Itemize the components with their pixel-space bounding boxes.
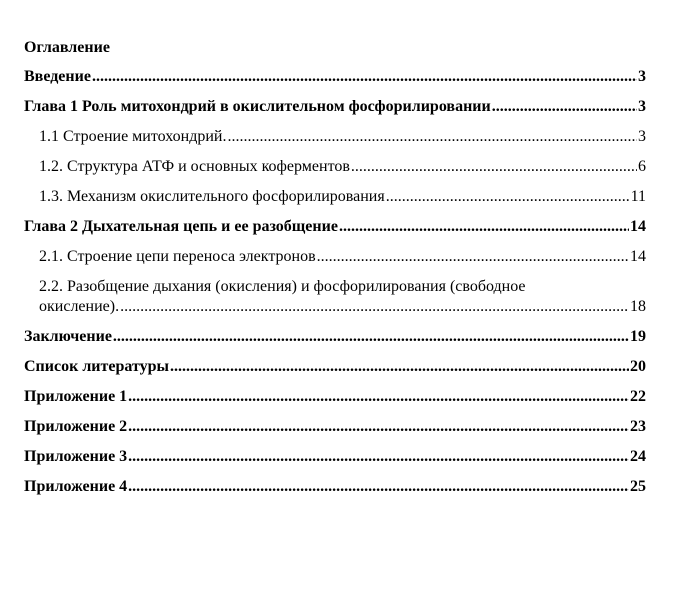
- toc-entry-label: 1.2. Структура АТФ и основных коферментов: [39, 158, 350, 175]
- toc-entry-page: 24: [630, 448, 646, 465]
- toc-entry-label: Приложение 4: [24, 478, 128, 495]
- toc-entry-section-1-2[interactable]: [24, 157, 646, 177]
- toc-entry-second-line: [39, 297, 646, 317]
- dot-leader: [351, 157, 637, 177]
- toc-entry-appendix-3[interactable]: [24, 447, 646, 467]
- toc-entry-label: 2.1. Строение цепи переноса электронов: [39, 248, 316, 265]
- toc-entry-page: 11: [630, 188, 646, 205]
- dot-leader: [128, 447, 629, 467]
- toc-entry-page: 14: [630, 248, 646, 265]
- toc-entry-label-line2: окисление).: [39, 298, 120, 315]
- toc-entry-page: 22: [630, 388, 646, 405]
- toc-entry-page: 23: [630, 418, 646, 435]
- toc-entry-introduction[interactable]: [24, 67, 646, 87]
- toc-entry-appendix-1[interactable]: [24, 387, 646, 407]
- table-of-contents: [24, 38, 646, 507]
- toc-entry-references[interactable]: [24, 357, 646, 377]
- dot-leader: [227, 127, 637, 147]
- dot-leader: [120, 297, 629, 317]
- dot-leader: [170, 357, 629, 377]
- dot-leader: [128, 477, 629, 497]
- toc-entry-label: Глава 2 Дыхательная цепь и ее разобщение: [24, 218, 338, 235]
- toc-entry-page: 14: [630, 218, 646, 235]
- toc-entry-label: Приложение 2: [24, 418, 128, 435]
- toc-entry-appendix-4[interactable]: [24, 477, 646, 497]
- toc-entry-page: 3: [638, 128, 646, 145]
- toc-entry-label-line1: 2.2. Разобщение дыхания (окисления) и фосфорилирования (свободное: [39, 278, 526, 295]
- toc-entry-page: 18: [630, 298, 646, 315]
- toc-title: Оглавление: [24, 39, 110, 56]
- toc-entry-section-1-3[interactable]: [24, 187, 646, 207]
- toc-entry-label: Глава 1 Роль митохондрий в окислительном фосфорилировании: [24, 98, 491, 115]
- dot-leader: [128, 387, 629, 407]
- toc-entry-label: Приложение 1: [24, 388, 128, 405]
- toc-entry-section-2-1[interactable]: [24, 247, 646, 267]
- toc-entry-conclusion[interactable]: [24, 327, 646, 347]
- toc-entry-page: 19: [630, 328, 646, 345]
- dot-leader: [386, 187, 630, 207]
- toc-entry-page: 20: [630, 358, 646, 375]
- toc-entry-appendix-2[interactable]: [24, 417, 646, 437]
- toc-entry-page: 25: [630, 478, 646, 495]
- toc-entry-page: 6: [638, 158, 646, 175]
- toc-entry-page: 3: [638, 98, 646, 115]
- toc-entry-label: 1.1 Строение митохондрий.: [39, 128, 227, 145]
- toc-entry-section-2-2[interactable]: [24, 277, 646, 317]
- toc-entry-label: Список литературы: [24, 358, 169, 375]
- toc-entry-chapter-1[interactable]: [24, 97, 646, 117]
- dot-leader: [339, 217, 629, 237]
- toc-entry-label: Заключение: [24, 328, 112, 345]
- dot-leader: [317, 247, 629, 267]
- dot-leader: [492, 97, 637, 117]
- toc-entry-label: Введение: [24, 68, 91, 85]
- toc-entry-label: 1.3. Механизм окислительного фосфорилирования: [39, 188, 385, 205]
- toc-entry-section-1-1[interactable]: [24, 127, 646, 147]
- dot-leader: [92, 67, 637, 87]
- toc-entry-chapter-2[interactable]: [24, 217, 646, 237]
- toc-entry-page: 3: [638, 68, 646, 85]
- dot-leader: [113, 327, 629, 347]
- dot-leader: [128, 417, 629, 437]
- toc-entry-label: Приложение 3: [24, 448, 128, 465]
